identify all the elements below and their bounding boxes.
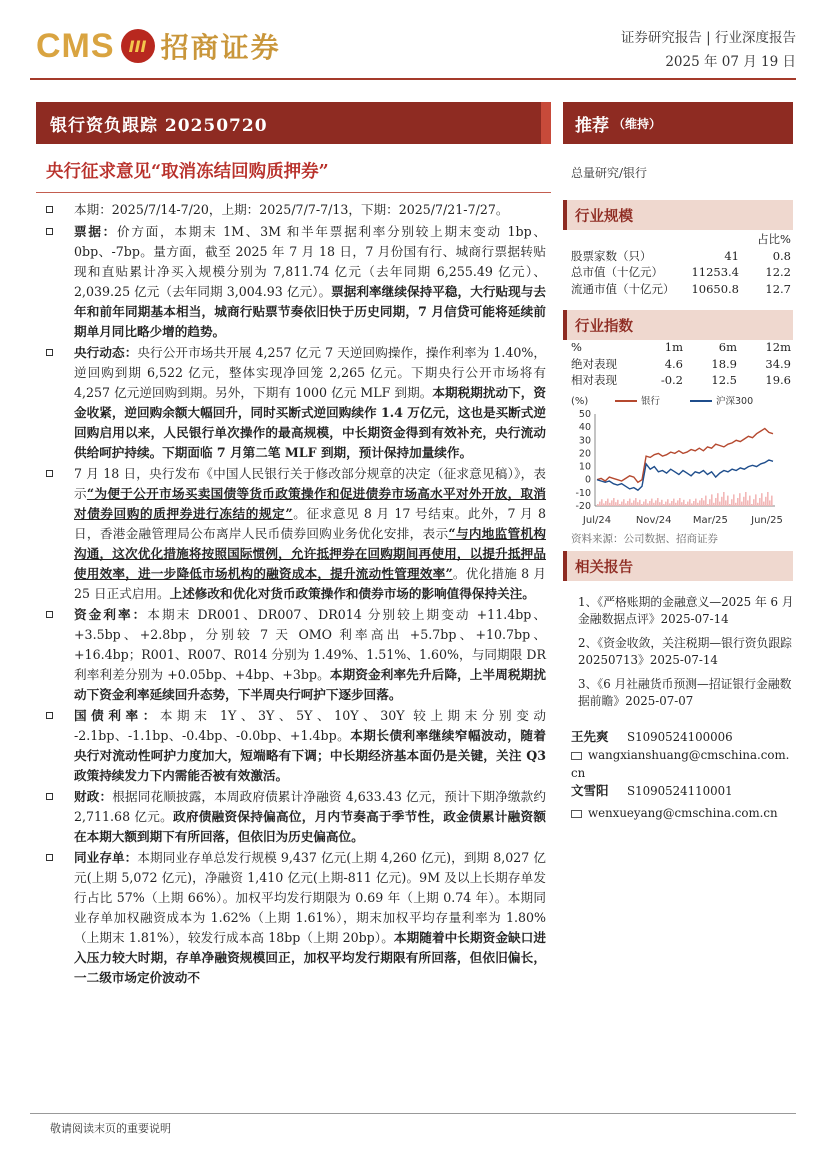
text-segment: 本期资金利率先升后降，上半周税期扰动下资金利率延续回升态势，下半周央行呵护下逐步回落。 [74, 667, 546, 702]
table-cell: 12m [765, 340, 791, 355]
report-type-separator: | [706, 30, 711, 46]
index-performance-chart [565, 392, 787, 528]
logo-latin: CMS [36, 26, 115, 65]
analyst-email-cont: cn [571, 766, 586, 780]
text-segment: 本期税期扰动下，资金收紧，逆回购余额大幅回升，同时买断式逆回购续作 1.4 万亿元，这也是买断式逆回购启用以来，人民银行单次操作的最高规模，中长期资金得到有效补充，央行流动供给呵护持续。下期面临 7 月第二笔 MLF 到期，预计保持加量续作。 [74, 385, 546, 460]
series-line [597, 460, 773, 490]
volume-bar [693, 501, 695, 506]
bullet-icon [46, 206, 53, 213]
text-segment: 本期：2025/7/14-7/20，上期：2025/7/7-7/13，下期：2025/7/21-7/27。 [74, 202, 509, 217]
volume-bar [705, 496, 707, 506]
volume-bar [697, 503, 699, 506]
table-cell: 18.9 [711, 356, 737, 371]
table-row [571, 372, 791, 389]
volume-bar [613, 498, 615, 506]
body-paragraph [46, 787, 546, 847]
volume-bar [607, 499, 609, 506]
mail-icon [571, 810, 582, 818]
volume-bar [707, 504, 709, 506]
table-cell: 12.7 [765, 281, 791, 296]
volume-bar [651, 499, 653, 506]
text-segment: 根据同花顺披露，本周政府债累计净融资 4,633.43 亿元，预计下期净缴款约 2,711.68 亿元。 [74, 789, 547, 824]
related-reports-heading [563, 551, 793, 581]
volume-bar [731, 499, 733, 506]
volume-bar [725, 500, 727, 506]
volume-bar [763, 502, 765, 506]
analyst-list [571, 728, 796, 822]
volume-bar [673, 499, 675, 506]
volume-bar [759, 498, 761, 506]
volume-bar [745, 492, 747, 506]
volume-bar [717, 493, 719, 506]
volume-bar [627, 501, 629, 506]
volume-bar [625, 503, 627, 506]
company-logo [36, 24, 281, 68]
text-segment: 财政： [74, 789, 113, 804]
list-item[interactable]: 2、《资金收敛，关注税期—银行资负跟踪 20250713》2025-07-14 [578, 636, 792, 667]
volume-bar [671, 501, 673, 506]
volume-bar [715, 498, 717, 506]
volume-bar [663, 504, 665, 506]
volume-bar [771, 496, 773, 506]
table-cell: 10650.8 [691, 281, 739, 296]
volume-bar [757, 503, 759, 506]
volume-bar [603, 503, 605, 506]
analyst-id: S1090524100006 [627, 730, 733, 744]
volume-bar [667, 499, 669, 506]
volume-bar [735, 503, 737, 506]
analyst-email[interactable]: wangxianshuang@cmschina.com. [588, 748, 790, 762]
body-paragraph [46, 200, 546, 220]
volume-bar [683, 500, 685, 506]
body-paragraph [46, 222, 546, 342]
table-row [571, 248, 791, 265]
volume-bar [645, 499, 647, 506]
bullet-icon [46, 611, 53, 618]
x-tick-label: Jun/25 [751, 515, 783, 526]
volume-bar [699, 500, 701, 506]
volume-bar [669, 503, 671, 506]
volume-bar [675, 503, 677, 506]
body-paragraph [46, 464, 546, 604]
table-row [571, 356, 791, 373]
list-item[interactable]: 1、《严格账期的金融意义—2025 年 6 月金融数据点评》2025-07-14 [578, 595, 794, 626]
body-paragraph [46, 848, 546, 988]
volume-bar [659, 502, 661, 506]
table-cell: 股票家数（只） [571, 248, 652, 263]
analyst-name: 王先爽 [571, 729, 609, 744]
text-segment: 。优化措施 8 月 25 日正式启用。 [74, 566, 546, 601]
volume-bar [713, 503, 715, 506]
volume-bar [711, 494, 713, 506]
text-segment: 同业存单： [74, 850, 138, 865]
subtitle-divider [36, 192, 551, 193]
mail-icon [571, 752, 582, 760]
research-category: 总量研究/银行 [571, 166, 648, 180]
volume-bar [703, 500, 705, 506]
volume-bar [681, 502, 683, 506]
table-cell: 0.8 [772, 248, 791, 263]
volume-bar [689, 499, 691, 506]
footer-note: 敬请阅读末页的重要说明 [50, 1122, 171, 1135]
text-segment: 政府债融资保持偏高位，月内节奏高于季节性，政金债累计融资额在本期大额到期下有所回落，但依旧为历史偏高位。 [74, 809, 546, 844]
list-item[interactable]: 3、《6 月社融货币预测—招证银行金融数据前瞻》2025-07-07 [578, 677, 792, 708]
volume-bar [727, 496, 729, 506]
report-body [46, 200, 546, 989]
analyst-name: 文雪阳 [571, 783, 609, 798]
chart-source: 资料来源：公司数据、招商证券 [571, 533, 718, 545]
volume-bar [729, 504, 731, 506]
industry-index-table [571, 339, 791, 389]
volume-bar [733, 494, 735, 506]
table-row [571, 264, 791, 281]
volume-bar [647, 503, 649, 506]
table-cell: 41 [724, 248, 739, 263]
rating-label: 推荐 [575, 115, 609, 136]
volume-bar [723, 492, 725, 506]
bullet-icon [46, 712, 53, 719]
report-subtitle: 央行征求意见“取消冻结回购质押券” [46, 162, 329, 182]
volume-bar [661, 500, 663, 506]
footer-divider [30, 1113, 796, 1114]
y-tick-label: -10 [575, 487, 591, 499]
volume-bar [743, 497, 745, 506]
report-type-2: 行业深度报告 [715, 30, 796, 46]
share-pct-header: 占比% [757, 232, 791, 247]
legend-label: 沪深300 [716, 396, 754, 407]
volume-bar [601, 499, 603, 506]
text-segment: 7 月 18 日，央行发布《中国人民银行关于修改部分规章的决定（征求意见稿）》，表示 [74, 466, 546, 501]
text-segment: 价方面，本期末 1M、3M 和半年票据利率分别较上期末变动 1bp、0bp、-7bp。量方面，截至 2025 年 7 月 18 日，7 月份国有行、城商行票据转贴现和直贴累计净买入规模分别为 7,811.74 亿元（去年同期 6,255.49 亿元）、2,039.25 亿元（去年同期 3,004.93 亿元）。 [74, 224, 547, 299]
rating-sub: （维持） [613, 116, 662, 131]
volume-bar [655, 500, 657, 506]
volume-bar [641, 504, 643, 506]
table-cell: 12.5 [711, 373, 737, 388]
volume-bar [621, 502, 623, 506]
text-segment: “为便于公开市场买卖国债等货币政策操作和促进债券市场高水平对外开放，取消对债券回购的质押券进行冻结的规定” [74, 486, 547, 521]
logo-emblem-icon: III [121, 29, 155, 63]
volume-bar [605, 501, 607, 506]
chart-ylabel: (%) [571, 396, 589, 407]
text-segment: 本期随着中长期资金缺口进入压力较大时期，存单净融资规模回正，加权平均发行期限有所回落，但依旧偏长，一二级市场定价波动不 [74, 930, 547, 985]
volume-bar [769, 500, 771, 506]
volume-bar [657, 498, 659, 506]
volume-bar [741, 502, 743, 506]
table-cell: 11253.4 [691, 265, 739, 280]
bullet-icon [46, 470, 53, 477]
industry-scale-title: 行业规模 [575, 207, 633, 225]
industry-scale-heading [563, 200, 793, 230]
volume-bar [629, 499, 631, 506]
industry-index-heading [563, 310, 793, 340]
y-tick-label: 30 [578, 435, 591, 447]
volume-bar [719, 502, 721, 506]
report-title-bar [36, 102, 551, 144]
table-cell: % [571, 340, 582, 355]
text-segment: 上述修改和优化对货币政策操作和债券市场的影响值得保持关注。 [169, 586, 535, 601]
text-segment: 央行动态： [74, 345, 138, 360]
header-divider [30, 78, 796, 80]
body-paragraph [46, 343, 546, 463]
table-cell: 34.9 [765, 356, 791, 371]
volume-bar [737, 498, 739, 506]
y-tick-label: 0 [584, 474, 591, 486]
table-row [571, 281, 791, 298]
volume-bar [765, 497, 767, 506]
volume-bar [643, 502, 645, 506]
analyst-email[interactable]: wenxueyang@cmschina.com.cn [588, 806, 778, 820]
industry-index-title: 行业指数 [575, 317, 633, 335]
volume-bar [619, 504, 621, 506]
text-segment: 本期末 1Y、3Y、5Y、10Y、30Y 较上期末分别变动 -2.1bp、-1.1bp、-0.4bp、-0.0bp、+1.4bp。 [74, 708, 546, 743]
rating-bar [563, 102, 793, 144]
volume-bar [615, 502, 617, 506]
table-cell: 19.6 [765, 373, 791, 388]
related-reports-list [578, 594, 794, 717]
report-date: 2025 年 07 月 19 日 [665, 54, 796, 70]
table-cell: 12.2 [765, 265, 791, 280]
legend-label: 银行 [641, 396, 661, 407]
logo-chinese: 招商证券 [160, 31, 281, 64]
volume-bar [709, 499, 711, 506]
series-line [597, 429, 773, 483]
volume-bar [685, 504, 687, 506]
volume-bar [597, 504, 599, 506]
table-cell: 总市值（十亿元） [571, 265, 663, 280]
text-segment: 央行公开市场共开展 4,257 亿元 7 天逆回购操作，操作利率为 1.40%，逆回购到期 6,522 亿元，整体实现净回笼 2,265 亿元。下期央行公开市场将有 4,257 亿元逆回购到期。另外，下期有 1000 亿元 MLF 到期。 [74, 345, 547, 400]
analyst-id: S1090524110001 [627, 784, 733, 798]
text-segment: “与内地监管机构沟通，这次优化措施将按照国际惯例，允许抵押券在回购期间再使用，以提升抵押品使用效率，进一步降低市场机构的融资成本，提升流动性管理效率” [74, 526, 547, 581]
volume-bar [761, 493, 763, 506]
table-cell: -0.2 [660, 373, 683, 388]
volume-bar [635, 498, 637, 506]
table-cell: 6m [718, 340, 737, 355]
volume-bar [701, 498, 703, 506]
volume-bar [665, 502, 667, 506]
volume-bar [753, 499, 755, 506]
volume-bar [749, 496, 751, 506]
body-paragraph [46, 706, 546, 786]
table-row [571, 339, 791, 356]
volume-bar [653, 503, 655, 506]
text-segment: 票据利率继续保持平稳，大行贴现与去年和前年同期基本相当，城商行贴票节奏依旧快于历史同期，7 月信贷可能将延续前期单月同比略少增的趋势。 [74, 284, 547, 339]
volume-bar [649, 501, 651, 506]
bullet-icon [46, 228, 53, 235]
industry-scale-table [571, 231, 791, 297]
volume-bar [599, 502, 601, 506]
table-cell: 1m [664, 340, 683, 355]
volume-bar [631, 503, 633, 506]
x-tick-label: Nov/24 [635, 515, 672, 526]
bullet-icon [46, 854, 53, 861]
y-tick-label: 10 [578, 461, 591, 473]
volume-bar [691, 503, 693, 506]
y-tick-label: 50 [578, 409, 591, 420]
volume-bar [687, 502, 689, 506]
report-title: 银行资负跟踪 20250720 [50, 115, 268, 136]
table-row [571, 231, 791, 248]
volume-bar [751, 504, 753, 506]
volume-bar [637, 502, 639, 506]
volume-bar [639, 500, 641, 506]
volume-bar [617, 500, 619, 506]
y-tick-label: -20 [575, 501, 591, 512]
volume-bar [677, 500, 679, 506]
table-cell: 流通市值（十亿元） [571, 281, 675, 296]
report-header-info [621, 26, 796, 74]
volume-bar [623, 499, 625, 506]
title-bar-accent [541, 102, 551, 144]
volume-bar [609, 503, 611, 506]
table-cell: 4.6 [664, 356, 683, 371]
volume-bar [633, 500, 635, 506]
volume-bar [695, 499, 697, 506]
text-segment: 本期末 DR001、DR007、DR014 分别较上期变动 +11.4bp、+3.5bp、+2.8bp，分别较 7 天 OMO 利率高出 +5.7bp、+10.7bp、+16.4bp；R001、R007、R014 分别为 1.49%、1.51%、1.60%，与同期限 DR 利率利差分别为 +0.05bp、+4bp、+3bp。 [74, 607, 547, 682]
text-segment: 票据： [74, 224, 118, 239]
report-type-1: 证券研究报告 [620, 30, 702, 46]
y-tick-label: 40 [578, 422, 591, 434]
text-segment: 资金利率： [74, 607, 148, 622]
x-tick-label: Jul/24 [582, 515, 612, 526]
volume-bar [721, 497, 723, 506]
volume-bar [755, 494, 757, 506]
text-segment: 本期同业存单总发行规模 9,437 亿元(上期 4,260 亿元)，到期 8,027 亿元(上期 5,072 亿元)，净融资 1,410 亿元(上期-811 亿元)。9M 及以上长期存单发行占比 57%（上期 66%）。加权平均发行期限为 0.69 年（上期 0.74 年）。本期同业存单加权融资成本为 1.62%（上期 1.61%），期末加权平均存量利率为 1.80%（上期末 1.81%），较发行成本高 18bp（上期 20bp）。 [74, 850, 546, 945]
volume-bar [747, 500, 749, 506]
body-paragraph [46, 605, 546, 705]
table-cell: 绝对表现 [571, 356, 617, 371]
text-segment: 本期长债利率继续窄幅波动，随着央行对流动性呵护力度加大，短端略有下调；中长期经济基本面仍是关键，关注 Q3 政策持续发力下内需能否被有效激活。 [74, 728, 546, 783]
volume-bar [739, 493, 741, 506]
text-segment: 。征求意见 8 月 17 号结束。此外，7 月 8 日，香港金融管理局公布离岸人民币债券回购业务优化安排，表示 [74, 506, 546, 541]
y-tick-label: 20 [578, 448, 591, 460]
table-cell: 相对表现 [571, 373, 617, 388]
x-tick-label: Mar/25 [692, 515, 728, 526]
volume-bar [611, 500, 613, 506]
related-reports-title: 相关报告 [575, 558, 633, 576]
volume-bar [679, 498, 681, 506]
bullet-icon [46, 793, 53, 800]
bullet-icon [46, 349, 53, 356]
volume-bar [767, 492, 769, 506]
text-segment: 国债利率： [74, 708, 160, 723]
